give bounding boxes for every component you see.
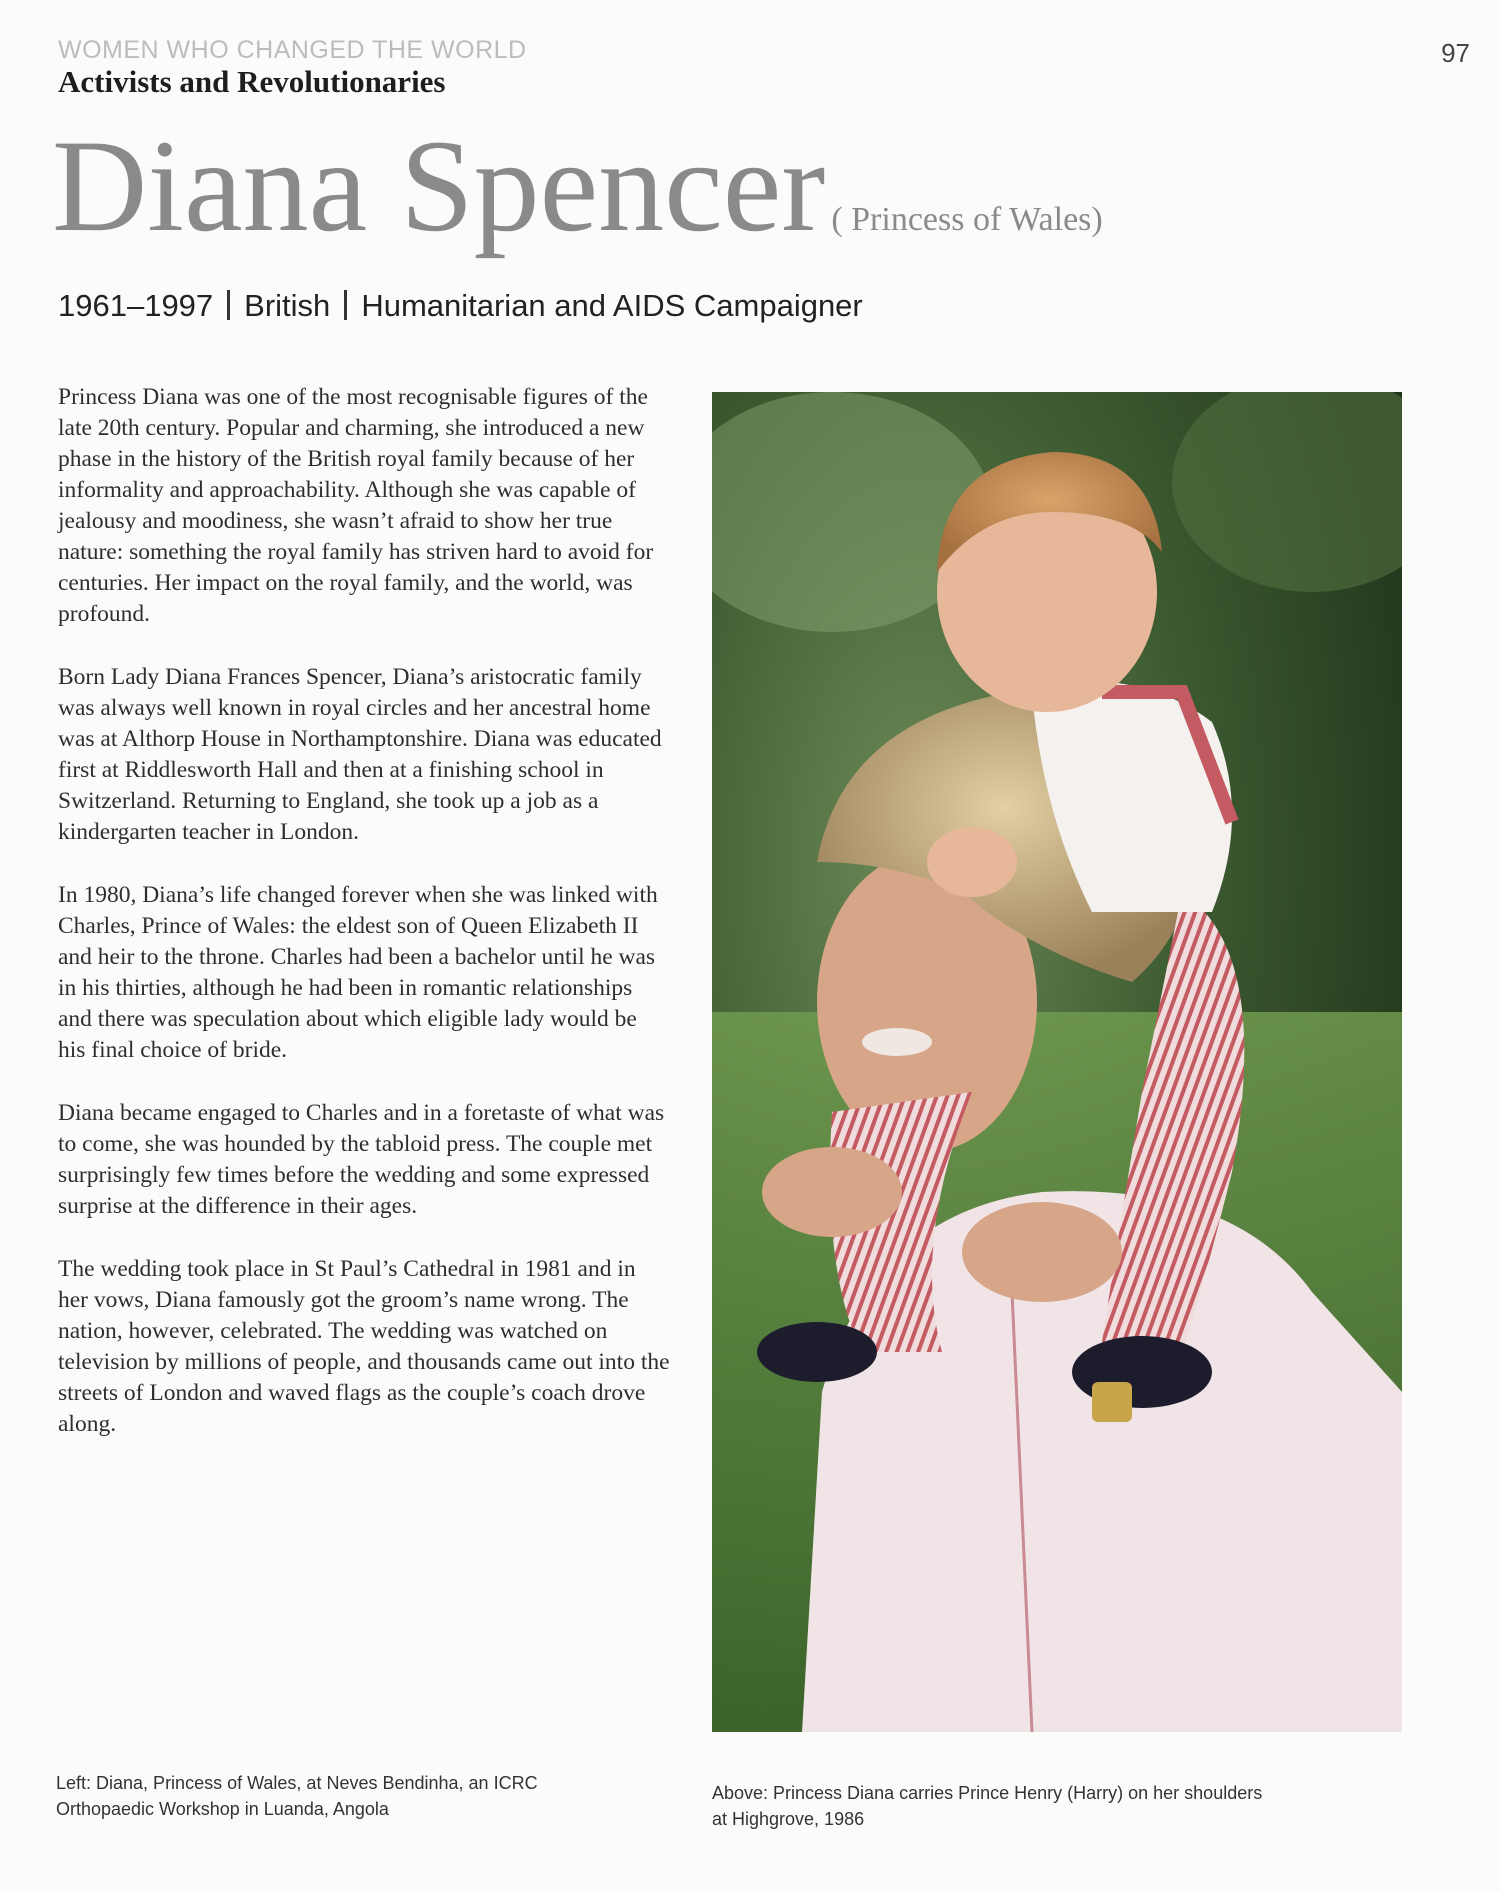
meta-nationality: British	[244, 288, 331, 323]
paragraph: Diana became engaged to Charles and in a foretaste of what was to come, she was hounded by the tabloid press. The couple met surprisingly few times before the wedding and some expressed surprise at the difference in their ages.	[58, 1100, 665, 1219]
caption-right: Above: Princess Diana carries Prince Henry (Harry) on her shoulders at Highgrove, 1986	[712, 1783, 1263, 1829]
title-name: Diana Spencer	[52, 112, 826, 259]
meta-separator	[344, 290, 347, 320]
photo-diana-carrying-harry	[712, 392, 1402, 1732]
meta-separator	[227, 290, 230, 320]
subject-meta	[58, 288, 863, 324]
caption-left: Left: Diana, Princess of Wales, at Neves Bendinha, an ICRC Orthopaedic Workshop in Luanda, Angola	[56, 1773, 538, 1819]
title-subtitle: ( Princess of Wales)	[831, 201, 1103, 238]
series-title: WOMEN WHO CHANGED THE WORLD	[58, 36, 527, 64]
page-title	[52, 110, 1103, 262]
section-title: Activists and Revolutionaries	[58, 64, 446, 99]
paragraph: The wedding took place in St Paul’s Cathedral in 1981 and in her vows, Diana famously got the groom’s name wrong. The nation, however, celebrated. The wedding was watched on television by millions of people, and thousands came out into the streets of London and waved flags as the couple’s coach drove along.	[58, 1256, 670, 1437]
paragraph: Born Lady Diana Frances Spencer, Diana’s aristocratic family was always well known in royal circles and her ancestral home was at Althorp House in Northamptonshire. Diana was educated first at Riddlesworth Hall and then at a finishing school in Switzerland. Returning to England, she took up a job as a kindergarten teacher in London.	[58, 664, 662, 845]
page-number: 97	[1441, 38, 1470, 68]
paragraph: Princess Diana was one of the most recognisable figures of the late 20th century. Popular and charming, she introduced a new phase in the history of the British royal family because of her informality and approachability. Although she was capable of jealousy and moodiness, she wasn’t afraid to show her true nature: something the royal family has striven hard to avoid for centuries. Her impact on the royal family, and the world, was profound.	[58, 384, 654, 627]
article-body	[58, 382, 670, 1472]
meta-role: Humanitarian and AIDS Campaigner	[361, 288, 863, 323]
meta-years: 1961–1997	[58, 288, 214, 323]
paragraph: In 1980, Diana’s life changed forever when she was linked with Charles, Prince of Wales: the eldest son of Queen Elizabeth II and heir to the throne. Charles had been a bachelor until he was in his thirties, although he had been in romantic relationships and there was speculation about which eligible lady would be his final choice of bride.	[58, 882, 658, 1063]
